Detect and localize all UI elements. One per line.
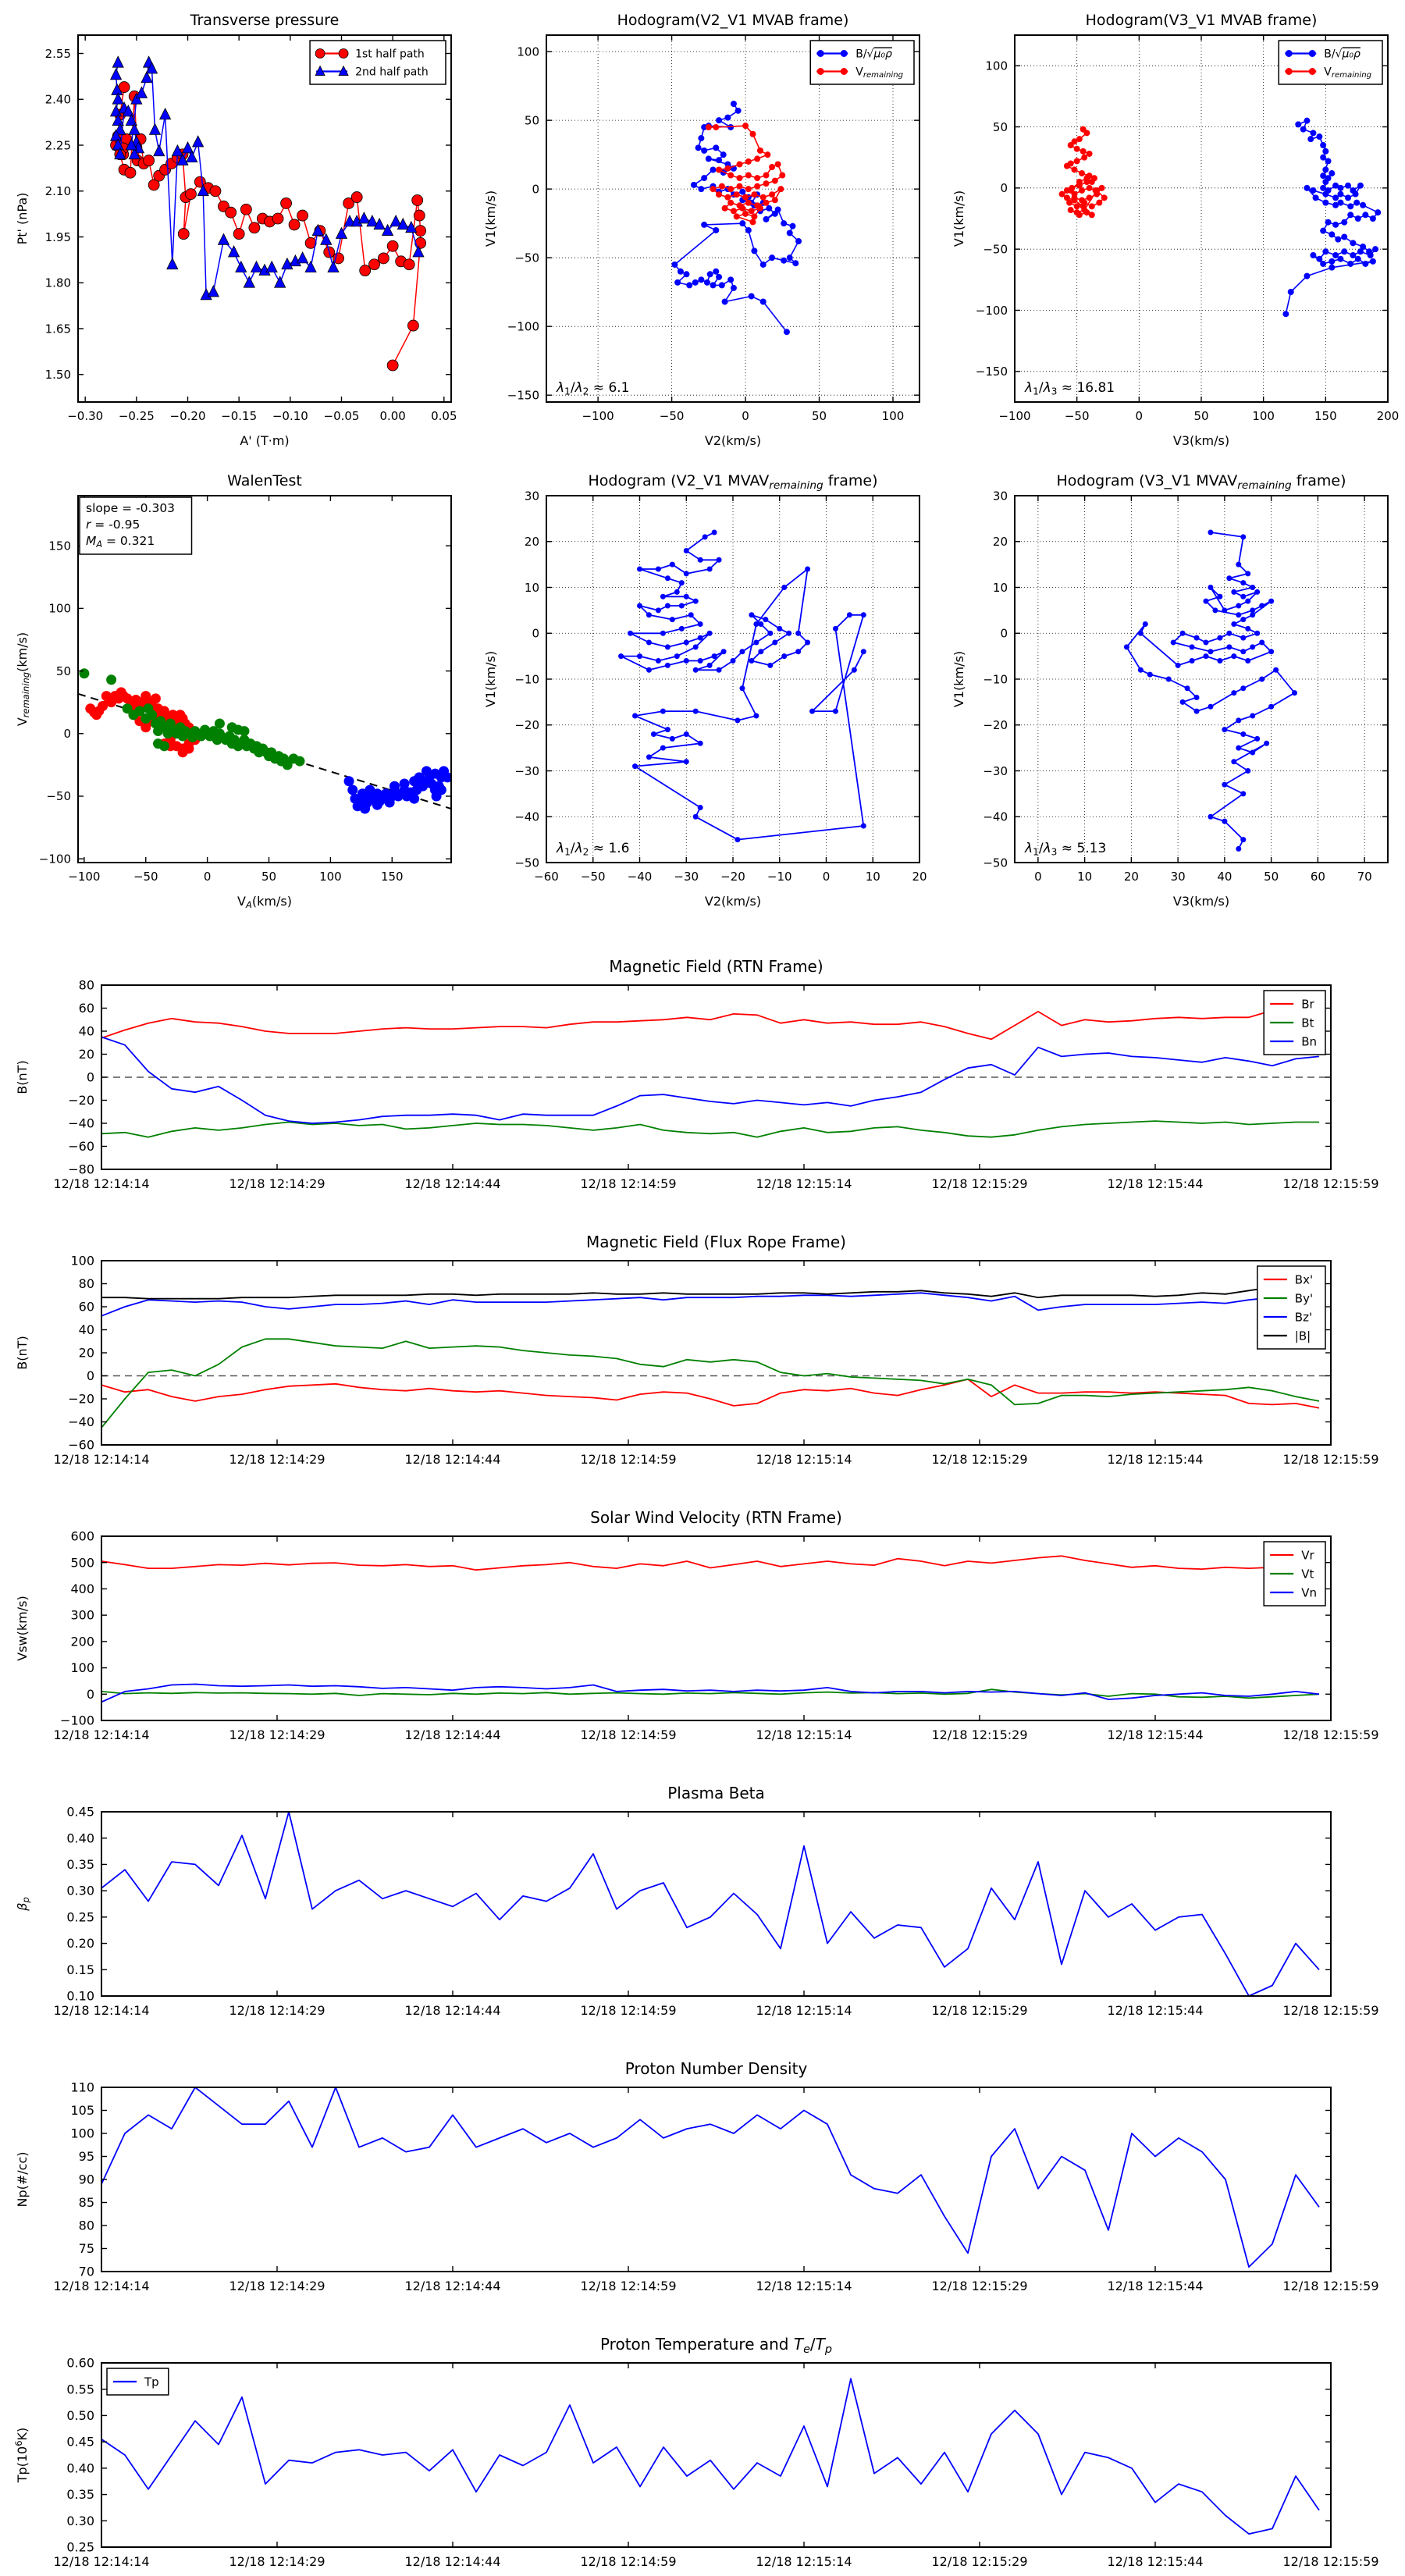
svg-text:0: 0 bbox=[822, 870, 831, 884]
svg-text:12/18 12:15:29: 12/18 12:15:29 bbox=[931, 2554, 1028, 2569]
svg-text:Bn: Bn bbox=[1301, 1034, 1318, 1049]
svg-text:Bt: Bt bbox=[1301, 1016, 1314, 1030]
chart-hodogram-v2v1-mvav bbox=[468, 461, 937, 921]
svg-text:100: 100 bbox=[319, 870, 342, 884]
chart-hodogram-v3v1-mvav bbox=[937, 461, 1405, 921]
svg-text:0: 0 bbox=[63, 727, 71, 742]
svg-text:−100: −100 bbox=[582, 409, 614, 423]
svg-text:1.65: 1.65 bbox=[44, 322, 71, 336]
svg-text:20: 20 bbox=[78, 1047, 94, 1062]
svg-text:20: 20 bbox=[1123, 870, 1139, 884]
svg-text:r = -0.95: r = -0.95 bbox=[86, 518, 140, 532]
svg-text:50: 50 bbox=[992, 119, 1008, 134]
svg-text:0.50: 0.50 bbox=[66, 2408, 94, 2424]
svg-text:0.00: 0.00 bbox=[379, 409, 406, 423]
hodogram-v3v1-mvab-plot bbox=[937, 0, 1405, 461]
svg-text:0.60: 0.60 bbox=[66, 2355, 94, 2371]
svg-text:60: 60 bbox=[78, 1299, 94, 1315]
proton-temperature-title: Proton Temperature and $T_e/T_p$ bbox=[599, 2335, 833, 2356]
svg-text:−150: −150 bbox=[507, 388, 539, 403]
svg-text:−20: −20 bbox=[983, 718, 1008, 732]
svg-text:MA = 0.321: $M_A = 0.321$ bbox=[86, 534, 155, 550]
plasma-beta-title: Plasma Beta bbox=[667, 1784, 765, 1802]
proton-temperature-ylabel: $Tp(10^6K)$ bbox=[12, 2427, 30, 2483]
svg-text:0: 0 bbox=[86, 1686, 94, 1702]
svg-text:−50: −50 bbox=[514, 251, 539, 265]
svg-text:B/√μ₀ρ: B/√μ₀ρ bbox=[1324, 48, 1361, 61]
svg-text:12/18 12:15:44: 12/18 12:15:44 bbox=[1107, 1452, 1204, 1467]
svg-text:12/18 12:15:14: 12/18 12:15:14 bbox=[756, 2279, 852, 2293]
proton-density-plot bbox=[0, 2023, 1405, 2299]
svg-text:|B|: |B| bbox=[1294, 1329, 1311, 1343]
chart-walen-test bbox=[0, 461, 468, 921]
svg-text:12/18 12:14:29: 12/18 12:14:29 bbox=[229, 1727, 325, 1742]
svg-text:−60: −60 bbox=[68, 1437, 94, 1453]
svg-text:12/18 12:15:14: 12/18 12:15:14 bbox=[756, 1452, 852, 1467]
svg-text:12/18 12:14:59: 12/18 12:14:59 bbox=[580, 2003, 677, 2018]
svg-text:−40: −40 bbox=[514, 809, 539, 824]
proton-temperature-plot bbox=[0, 2299, 1405, 2574]
svg-text:−40: −40 bbox=[68, 1414, 94, 1430]
chart-transverse-pressure bbox=[0, 0, 468, 461]
svg-text:150: 150 bbox=[1314, 409, 1337, 423]
svg-text:30: 30 bbox=[524, 489, 539, 503]
svg-text:−10: −10 bbox=[767, 870, 792, 884]
svg-text:12/18 12:14:14: 12/18 12:14:14 bbox=[53, 1176, 150, 1191]
svg-text:Br: Br bbox=[1301, 997, 1314, 1012]
svg-text:12/18 12:14:14: 12/18 12:14:14 bbox=[53, 2003, 150, 2018]
svg-text:20: 20 bbox=[524, 535, 539, 549]
svg-text:100: 100 bbox=[70, 1253, 94, 1268]
svg-text:−50: −50 bbox=[580, 870, 606, 884]
svg-text:40: 40 bbox=[78, 1023, 94, 1039]
panel-solar-wind-velocity bbox=[0, 1472, 1405, 1748]
svg-text:80: 80 bbox=[78, 1276, 94, 1292]
svg-text:12/18 12:14:14: 12/18 12:14:14 bbox=[53, 2554, 150, 2569]
svg-text:20: 20 bbox=[912, 870, 927, 884]
svg-text:Bz': Bz' bbox=[1294, 1310, 1313, 1325]
hodogram-v2v1-mvab-ylabel: V1(km/s) bbox=[483, 190, 498, 247]
svg-text:1.95: 1.95 bbox=[44, 229, 71, 244]
svg-text:90: 90 bbox=[78, 2172, 94, 2187]
svg-text:12/18 12:15:14: 12/18 12:15:14 bbox=[756, 1176, 852, 1191]
svg-text:12/18 12:14:59: 12/18 12:14:59 bbox=[580, 2279, 677, 2293]
hodogram-v2v1-mvav-plot bbox=[468, 461, 937, 921]
svg-text:−0.25: −0.25 bbox=[118, 409, 155, 423]
svg-text:12/18 12:15:29: 12/18 12:15:29 bbox=[931, 2279, 1028, 2293]
svg-text:12/18 12:14:59: 12/18 12:14:59 bbox=[580, 2554, 677, 2569]
svg-text:0.55: 0.55 bbox=[66, 2382, 94, 2397]
svg-text:50: 50 bbox=[1264, 870, 1279, 884]
svg-text:0: 0 bbox=[1000, 626, 1008, 641]
svg-text:10: 10 bbox=[992, 580, 1008, 595]
hodogram-v2v1-mvab-annotation: λ1/λ2 ≈ 6.1 bbox=[557, 380, 630, 397]
svg-text:12/18 12:15:29: 12/18 12:15:29 bbox=[931, 1176, 1028, 1191]
svg-text:100: 100 bbox=[70, 2126, 94, 2141]
svg-text:50: 50 bbox=[524, 113, 539, 128]
svg-text:−100: −100 bbox=[975, 303, 1008, 318]
svg-text:−80: −80 bbox=[68, 1162, 94, 1177]
hodogram-v2v1-mvav-ylabel: V1(km/s) bbox=[483, 650, 498, 708]
svg-text:50: 50 bbox=[811, 409, 827, 423]
svg-text:0: 0 bbox=[1034, 870, 1042, 884]
walen-test-title: WalenTest bbox=[227, 472, 302, 489]
svg-text:100: 100 bbox=[70, 1660, 94, 1676]
svg-text:0: 0 bbox=[532, 182, 539, 197]
panel-magnetic-field-rtn bbox=[0, 921, 1405, 1197]
svg-text:100: 100 bbox=[517, 44, 539, 59]
svg-text:−150: −150 bbox=[975, 365, 1008, 379]
svg-text:−50: −50 bbox=[1064, 409, 1090, 423]
svg-text:105: 105 bbox=[70, 2103, 94, 2119]
svg-text:200: 200 bbox=[1376, 409, 1400, 423]
svg-text:0.40: 0.40 bbox=[66, 1831, 94, 1846]
proton-density-ylabel: Np(#/cc) bbox=[15, 2151, 30, 2208]
svg-text:12/18 12:14:14: 12/18 12:14:14 bbox=[53, 1452, 150, 1467]
svg-text:12/18 12:14:59: 12/18 12:14:59 bbox=[580, 1452, 677, 1467]
svg-text:12/18 12:15:14: 12/18 12:15:14 bbox=[756, 2554, 852, 2569]
svg-text:10: 10 bbox=[1077, 870, 1093, 884]
b-fluxrope-ylabel: B(nT) bbox=[15, 1336, 30, 1370]
svg-text:12/18 12:14:59: 12/18 12:14:59 bbox=[580, 1176, 677, 1191]
svg-text:−20: −20 bbox=[514, 718, 539, 732]
chart-hodogram-v3v1-mvab bbox=[937, 0, 1405, 461]
svg-text:100: 100 bbox=[48, 601, 71, 616]
hodogram-v3v1-mvav-plot bbox=[937, 461, 1405, 921]
svg-text:−100: −100 bbox=[38, 852, 71, 866]
hodogram-v3v1-mvab-xlabel: V3(km/s) bbox=[1172, 433, 1230, 448]
svg-text:0.05: 0.05 bbox=[431, 409, 457, 423]
svg-text:−20: −20 bbox=[68, 1391, 94, 1407]
svg-text:0.30: 0.30 bbox=[66, 1883, 94, 1898]
vsw-rtn-plot bbox=[0, 1472, 1405, 1748]
svg-text:12/18 12:15:14: 12/18 12:15:14 bbox=[756, 1727, 852, 1742]
svg-text:100: 100 bbox=[881, 409, 905, 423]
svg-text:0: 0 bbox=[1135, 409, 1144, 423]
svg-text:2.10: 2.10 bbox=[44, 184, 71, 198]
svg-text:50: 50 bbox=[55, 664, 71, 678]
svg-text:50: 50 bbox=[1193, 409, 1209, 423]
panel-plasma-beta bbox=[0, 1748, 1405, 2023]
hodogram-v2v1-mvav-title: Hodogram (V2_V1 MVAVremaining frame) bbox=[588, 472, 878, 492]
svg-text:40: 40 bbox=[1217, 870, 1232, 884]
svg-text:12/18 12:14:29: 12/18 12:14:29 bbox=[229, 1452, 325, 1467]
svg-text:0.40: 0.40 bbox=[66, 2460, 94, 2476]
hodogram-v3v1-mvav-annotation: λ1/λ3 ≈ 5.13 bbox=[1025, 841, 1107, 858]
svg-text:200: 200 bbox=[70, 1634, 94, 1649]
svg-text:−30: −30 bbox=[514, 763, 539, 778]
b-fluxrope-plot bbox=[0, 1197, 1405, 1472]
svg-text:2nd half path: 2nd half path bbox=[355, 66, 429, 79]
svg-text:−40: −40 bbox=[68, 1115, 94, 1131]
svg-text:12/18 12:15:44: 12/18 12:15:44 bbox=[1107, 2003, 1204, 2018]
svg-text:40: 40 bbox=[78, 1322, 94, 1338]
svg-text:80: 80 bbox=[78, 2218, 94, 2233]
svg-text:−0.30: −0.30 bbox=[67, 409, 104, 423]
svg-text:60: 60 bbox=[1310, 870, 1325, 884]
svg-text:110: 110 bbox=[70, 2080, 94, 2095]
svg-text:10: 10 bbox=[524, 580, 539, 595]
svg-text:12/18 12:15:59: 12/18 12:15:59 bbox=[1282, 1176, 1379, 1191]
hodogram-v2v1-mvab-xlabel: V2(km/s) bbox=[704, 433, 762, 448]
walen-test-plot bbox=[0, 461, 468, 921]
hodogram-v3v1-mvav-ylabel: V1(km/s) bbox=[951, 650, 966, 708]
svg-text:500: 500 bbox=[70, 1555, 94, 1571]
hodogram-v2v1-mvab-title: Hodogram(V2_V1 MVAB frame) bbox=[617, 12, 849, 29]
svg-text:30: 30 bbox=[992, 489, 1008, 503]
svg-text:−60: −60 bbox=[68, 1139, 94, 1155]
svg-text:12/18 12:14:44: 12/18 12:14:44 bbox=[404, 1452, 501, 1467]
svg-text:−40: −40 bbox=[983, 809, 1008, 824]
svg-text:12/18 12:14:44: 12/18 12:14:44 bbox=[404, 2003, 501, 2018]
transverse-pressure-title: Transverse pressure bbox=[190, 12, 340, 29]
svg-text:slope = -0.303: slope = -0.303 bbox=[86, 501, 176, 515]
svg-text:12/18 12:15:29: 12/18 12:15:29 bbox=[931, 2003, 1028, 2018]
svg-text:12/18 12:15:14: 12/18 12:15:14 bbox=[756, 2003, 852, 2018]
svg-text:0.15: 0.15 bbox=[66, 1962, 94, 1977]
svg-text:−30: −30 bbox=[674, 870, 699, 884]
svg-text:Vn: Vn bbox=[1301, 1585, 1317, 1600]
svg-text:0: 0 bbox=[532, 626, 539, 641]
svg-text:2.40: 2.40 bbox=[44, 92, 71, 107]
svg-text:0.10: 0.10 bbox=[66, 1988, 94, 2004]
panel-proton-number-density bbox=[0, 2023, 1405, 2299]
svg-text:−50: −50 bbox=[133, 870, 158, 884]
svg-text:−0.05: −0.05 bbox=[323, 409, 360, 423]
hodogram-v3v1-mvab-ylabel: V1(km/s) bbox=[951, 190, 966, 247]
svg-text:150: 150 bbox=[48, 539, 71, 553]
svg-text:12/18 12:14:14: 12/18 12:14:14 bbox=[53, 2279, 150, 2293]
b-rtn-ylabel: B(nT) bbox=[15, 1060, 30, 1094]
hodogram-v2v1-mvab-plot bbox=[468, 0, 937, 461]
svg-text:−50: −50 bbox=[46, 789, 71, 804]
svg-text:0.35: 0.35 bbox=[66, 2487, 94, 2503]
svg-text:100: 100 bbox=[985, 59, 1008, 73]
svg-text:30: 30 bbox=[1170, 870, 1186, 884]
svg-text:−0.10: −0.10 bbox=[272, 409, 308, 423]
svg-text:2.25: 2.25 bbox=[44, 138, 71, 153]
svg-text:12/18 12:15:59: 12/18 12:15:59 bbox=[1282, 1452, 1379, 1467]
svg-text:20: 20 bbox=[992, 535, 1008, 549]
svg-text:12/18 12:14:29: 12/18 12:14:29 bbox=[229, 2003, 325, 2018]
svg-text:95: 95 bbox=[78, 2149, 94, 2165]
svg-text:−50: −50 bbox=[983, 242, 1008, 257]
svg-text:12/18 12:14:44: 12/18 12:14:44 bbox=[404, 2279, 501, 2293]
svg-text:12/18 12:15:29: 12/18 12:15:29 bbox=[931, 1727, 1028, 1742]
svg-text:1st half path: 1st half path bbox=[355, 48, 425, 61]
svg-text:70: 70 bbox=[78, 2264, 94, 2279]
svg-text:150: 150 bbox=[380, 870, 404, 884]
chart-hodogram-v2v1-mvab bbox=[468, 0, 937, 461]
svg-text:2.55: 2.55 bbox=[44, 46, 71, 61]
svg-text:0: 0 bbox=[1000, 181, 1008, 196]
svg-text:1.80: 1.80 bbox=[44, 276, 71, 290]
svg-text:0: 0 bbox=[86, 1368, 94, 1384]
svg-text:600: 600 bbox=[70, 1528, 94, 1544]
svg-text:−100: −100 bbox=[68, 870, 101, 884]
svg-text:12/18 12:15:59: 12/18 12:15:59 bbox=[1282, 2554, 1379, 2569]
svg-text:−100: −100 bbox=[998, 409, 1031, 423]
svg-text:100: 100 bbox=[1252, 409, 1275, 423]
svg-text:0.20: 0.20 bbox=[66, 1936, 94, 1952]
svg-text:12/18 12:15:59: 12/18 12:15:59 bbox=[1282, 1727, 1379, 1742]
svg-text:12/18 12:15:59: 12/18 12:15:59 bbox=[1282, 2279, 1379, 2293]
svg-text:0: 0 bbox=[203, 870, 212, 884]
svg-text:0: 0 bbox=[742, 409, 749, 423]
transverse-pressure-ylabel: Pt' (nPa) bbox=[15, 192, 30, 245]
svg-text:−10: −10 bbox=[983, 672, 1008, 687]
transverse-pressure-plot bbox=[0, 0, 468, 461]
svg-text:1.50: 1.50 bbox=[44, 368, 71, 382]
svg-text:Tp: Tp bbox=[144, 2375, 159, 2389]
svg-text:12/18 12:14:29: 12/18 12:14:29 bbox=[229, 1176, 325, 1191]
svg-text:0.25: 0.25 bbox=[66, 2539, 94, 2555]
svg-text:Bx': Bx' bbox=[1294, 1272, 1314, 1287]
svg-text:0.45: 0.45 bbox=[66, 1804, 94, 1820]
svg-text:12/18 12:15:44: 12/18 12:15:44 bbox=[1107, 2554, 1204, 2569]
hodogram-v3v1-mvav-xlabel: V3(km/s) bbox=[1172, 894, 1230, 909]
svg-text:−0.15: −0.15 bbox=[221, 409, 258, 423]
svg-text:12/18 12:15:44: 12/18 12:15:44 bbox=[1107, 1727, 1204, 1742]
svg-text:Vt: Vt bbox=[1301, 1567, 1314, 1582]
svg-text:−0.20: −0.20 bbox=[169, 409, 206, 423]
svg-text:By': By' bbox=[1294, 1291, 1314, 1306]
svg-text:50: 50 bbox=[261, 870, 277, 884]
proton-density-title: Proton Number Density bbox=[624, 2059, 808, 2078]
svg-text:12/18 12:14:44: 12/18 12:14:44 bbox=[404, 1176, 501, 1191]
svg-text:12/18 12:15:44: 12/18 12:15:44 bbox=[1107, 1176, 1204, 1191]
svg-text:400: 400 bbox=[70, 1582, 94, 1597]
svg-text:0.45: 0.45 bbox=[66, 2434, 94, 2450]
svg-text:12/18 12:14:59: 12/18 12:14:59 bbox=[580, 1727, 677, 1742]
svg-text:70: 70 bbox=[1357, 870, 1372, 884]
svg-text:−100: −100 bbox=[507, 319, 539, 334]
walen-test-xlabel: $V_A(km/s)$ bbox=[237, 894, 292, 911]
svg-text:−30: −30 bbox=[983, 763, 1008, 778]
panel-magnetic-field-fluxrope bbox=[0, 1197, 1405, 1472]
svg-text:0: 0 bbox=[86, 1069, 94, 1085]
panel-proton-temperature bbox=[0, 2299, 1405, 2574]
b-fluxrope-title: Magnetic Field (Flux Rope Frame) bbox=[586, 1233, 846, 1251]
hodogram-v3v1-mvab-annotation: λ1/λ3 ≈ 16.81 bbox=[1025, 380, 1115, 397]
svg-text:Vremaining: Vremaining bbox=[1324, 66, 1372, 80]
svg-text:0.25: 0.25 bbox=[66, 1909, 94, 1925]
vsw-rtn-ylabel: Vsw(km/s) bbox=[15, 1596, 30, 1661]
svg-text:0.35: 0.35 bbox=[66, 1857, 94, 1873]
svg-text:10: 10 bbox=[865, 870, 880, 884]
hodogram-v2v1-mvav-xlabel: V2(km/s) bbox=[704, 894, 762, 909]
svg-text:0.30: 0.30 bbox=[66, 2513, 94, 2528]
svg-text:12/18 12:14:44: 12/18 12:14:44 bbox=[404, 1727, 501, 1742]
svg-text:60: 60 bbox=[78, 1001, 94, 1016]
svg-text:−60: −60 bbox=[534, 870, 559, 884]
plasma-beta-ylabel: $\beta_p$ bbox=[15, 1897, 32, 1911]
svg-text:75: 75 bbox=[78, 2241, 94, 2257]
b-rtn-title: Magnetic Field (RTN Frame) bbox=[609, 957, 823, 976]
svg-text:−100: −100 bbox=[60, 1713, 94, 1728]
svg-text:20: 20 bbox=[78, 1345, 94, 1361]
svg-text:12/18 12:14:14: 12/18 12:14:14 bbox=[53, 1727, 150, 1742]
vsw-rtn-title: Solar Wind Velocity (RTN Frame) bbox=[590, 1508, 842, 1527]
svg-text:−50: −50 bbox=[514, 856, 539, 870]
hodogram-v2v1-mvav-annotation: λ1/λ2 ≈ 1.6 bbox=[557, 841, 630, 858]
svg-text:B/√μ₀ρ: B/√μ₀ρ bbox=[855, 48, 892, 61]
svg-text:12/18 12:15:44: 12/18 12:15:44 bbox=[1107, 2279, 1204, 2293]
svg-text:12/18 12:15:29: 12/18 12:15:29 bbox=[931, 1452, 1028, 1467]
svg-text:−50: −50 bbox=[659, 409, 685, 423]
svg-text:−10: −10 bbox=[514, 672, 539, 687]
svg-text:Vr: Vr bbox=[1301, 1548, 1314, 1563]
b-rtn-plot bbox=[0, 921, 1405, 1197]
svg-text:85: 85 bbox=[78, 2195, 94, 2211]
svg-text:12/18 12:14:29: 12/18 12:14:29 bbox=[229, 2279, 325, 2293]
transverse-pressure-xlabel: A' (T·m) bbox=[240, 433, 290, 448]
svg-text:300: 300 bbox=[70, 1607, 94, 1623]
hodogram-v3v1-mvav-title: Hodogram (V3_V1 MVAVremaining frame) bbox=[1056, 472, 1346, 492]
svg-text:80: 80 bbox=[78, 977, 94, 993]
hodogram-v3v1-mvab-title: Hodogram(V3_V1 MVAB frame) bbox=[1085, 12, 1318, 29]
svg-text:12/18 12:14:29: 12/18 12:14:29 bbox=[229, 2554, 325, 2569]
svg-text:−20: −20 bbox=[720, 870, 745, 884]
svg-text:Vremaining: Vremaining bbox=[855, 66, 904, 80]
svg-text:−50: −50 bbox=[983, 856, 1008, 870]
svg-text:12/18 12:14:44: 12/18 12:14:44 bbox=[404, 2554, 501, 2569]
walen-test-ylabel: $V_{remaining}(km/s)$ bbox=[15, 632, 32, 727]
svg-text:−40: −40 bbox=[627, 870, 653, 884]
plasma-beta-plot bbox=[0, 1748, 1405, 2023]
svg-text:12/18 12:15:59: 12/18 12:15:59 bbox=[1282, 2003, 1379, 2018]
svg-text:−20: −20 bbox=[68, 1093, 94, 1108]
